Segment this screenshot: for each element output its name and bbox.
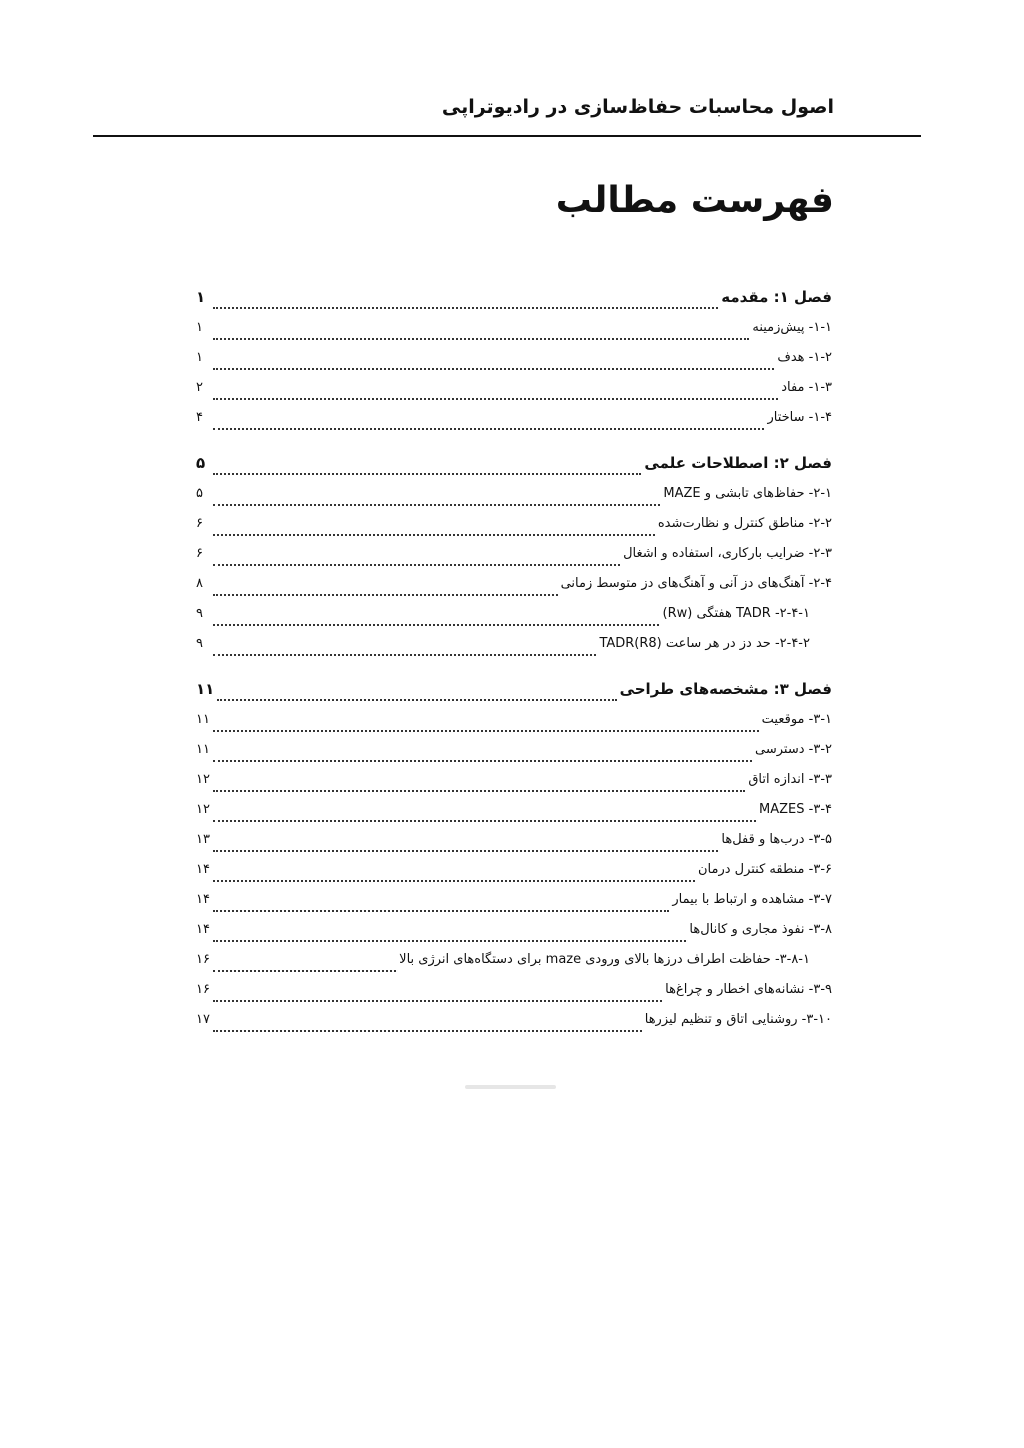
- toc-title: فهرست مطالب: [555, 180, 834, 221]
- toc-page-number: ۶: [196, 516, 203, 531]
- leader-dots: [213, 504, 660, 506]
- toc-entry[interactable]: [196, 486, 832, 516]
- toc-page-number: ۱۴: [196, 892, 210, 907]
- toc-entry-title: ۲-۴- آهنگ‌های دز آنی و آهنگ‌های دز متوسط زمانی: [560, 576, 832, 591]
- leader-dots: [213, 1030, 642, 1032]
- toc-page-number: ۱: [196, 350, 203, 365]
- leader-dots: [213, 564, 620, 566]
- toc-entry[interactable]: [196, 576, 832, 606]
- toc-entry[interactable]: [196, 350, 832, 380]
- toc-page-number: ۲: [196, 380, 203, 395]
- toc-entry-title: ۳-۱۰- روشنایی اتاق و تنظیم لیزرها: [644, 1012, 832, 1027]
- toc-entry-title: ۱-۴- ساختار: [767, 410, 832, 425]
- toc-entry-title: ۲-۴-۲- حد دز در هر ساعت TADR(R8): [599, 636, 810, 651]
- toc-entry-title: فصل ۳: مشخصه‌های طراحی: [619, 680, 832, 698]
- toc-entry-title: ۳-۲- دسترسی: [755, 742, 832, 757]
- toc-chapter-1[interactable]: [196, 288, 832, 320]
- leader-dots: [213, 473, 641, 475]
- leader-dots: [213, 940, 686, 942]
- toc-entry[interactable]: [196, 516, 832, 546]
- toc-page-number: ۱۲: [196, 802, 210, 817]
- toc-entry-title: ۲-۴-۱- TADR هفتگی (Rw): [662, 606, 810, 621]
- toc-entry[interactable]: [196, 380, 832, 410]
- leader-dots: [213, 594, 558, 596]
- toc-entry[interactable]: [196, 982, 832, 1012]
- toc-page-number: ۹: [196, 606, 203, 621]
- leader-dots: [213, 970, 396, 972]
- toc-entry[interactable]: [196, 862, 832, 892]
- toc-page-number: ۱۶: [196, 952, 210, 967]
- leader-dots: [213, 820, 756, 822]
- leader-dots: [213, 398, 778, 400]
- toc-entry-title: ۲-۳- ضرایب بارکاری، استفاده و اشغال: [623, 546, 832, 561]
- toc-page-number: ۵: [196, 454, 206, 472]
- toc-entry[interactable]: [196, 772, 832, 802]
- toc-entry-title: ۳-۶- منطقه کنترل درمان: [697, 862, 832, 877]
- toc-subentry[interactable]: [196, 606, 832, 636]
- leader-dots: [213, 307, 718, 309]
- toc-entry-title: ۱-۱- پیش‌زمینه: [752, 320, 832, 335]
- toc-entry-title: ۳-۸- نفوذ مجاری و کانال‌ها: [689, 922, 832, 937]
- leader-dots: [213, 790, 745, 792]
- toc-entry[interactable]: [196, 1012, 832, 1042]
- toc-entry-title: فصل ۲: اصطلاحات علمی: [644, 454, 832, 472]
- table-of-contents: [196, 288, 832, 1042]
- toc-entry[interactable]: [196, 320, 832, 350]
- toc-entry-title: ۱-۲- هدف: [777, 350, 832, 365]
- toc-subentry[interactable]: [196, 636, 832, 666]
- toc-page-number: ۱۴: [196, 922, 210, 937]
- leader-dots: [213, 730, 759, 732]
- leader-dots: [217, 699, 616, 701]
- toc-page-number: ۶: [196, 546, 203, 561]
- toc-page-number: ۱۴: [196, 862, 210, 877]
- scrollbar-thumb[interactable]: [465, 1085, 556, 1089]
- toc-entry[interactable]: [196, 892, 832, 922]
- toc-entry-title: ۳-۵- درب‌ها و قفل‌ها: [721, 832, 832, 847]
- toc-page-number: ۵: [196, 486, 203, 501]
- toc-entry[interactable]: [196, 742, 832, 772]
- toc-entry-title: ۱-۳- مفاد: [781, 380, 832, 395]
- toc-subentry[interactable]: [196, 952, 832, 982]
- toc-entry-title: ۳-۳- اندازه اتاق: [748, 772, 832, 787]
- header-rule: [93, 135, 921, 137]
- toc-entry-title: ۲-۲- مناطق کنترل و نظارت‌شده: [657, 516, 832, 531]
- toc-page-number: ۱۱: [196, 680, 215, 698]
- toc-entry[interactable]: [196, 712, 832, 742]
- toc-entry-title: ۳-۱- موقعیت: [761, 712, 832, 727]
- toc-chapter-3[interactable]: [196, 680, 832, 712]
- toc-page-number: ۹: [196, 636, 203, 651]
- toc-page-number: ۱: [196, 320, 203, 335]
- toc-page-number: ۱۶: [196, 982, 210, 997]
- toc-entry-title: ۲-۱- حفاظ‌های تابشی و MAZE: [663, 486, 832, 501]
- running-head: اصول محاسبات حفاظ‌سازی در رادیوتراپی: [441, 96, 834, 118]
- leader-dots: [213, 1000, 662, 1002]
- leader-dots: [213, 624, 659, 626]
- toc-entry[interactable]: [196, 922, 832, 952]
- toc-page-number: ۱۱: [196, 712, 210, 727]
- leader-dots: [213, 910, 669, 912]
- toc-chapter-2[interactable]: [196, 454, 832, 486]
- section-gap: [196, 666, 832, 680]
- leader-dots: [213, 338, 749, 340]
- leader-dots: [213, 428, 764, 430]
- toc-page-number: ۱۲: [196, 772, 210, 787]
- toc-entry-title: ۳-۴- MAZES: [759, 802, 832, 817]
- leader-dots: [213, 534, 655, 536]
- toc-page-number: ۱۳: [196, 832, 210, 847]
- leader-dots: [213, 760, 752, 762]
- section-gap: [196, 440, 832, 454]
- toc-entry-title: فصل ۱: مقدمه: [721, 288, 832, 306]
- leader-dots: [213, 880, 695, 882]
- toc-page-number: ۴: [196, 410, 203, 425]
- toc-entry[interactable]: [196, 802, 832, 832]
- toc-page-number: ۸: [196, 576, 203, 591]
- toc-entry[interactable]: [196, 832, 832, 862]
- toc-page-number: ۱: [196, 288, 206, 306]
- toc-page-number: ۱۱: [196, 742, 210, 757]
- toc-entry[interactable]: [196, 546, 832, 576]
- toc-page-number: ۱۷: [196, 1012, 210, 1027]
- toc-entry[interactable]: [196, 410, 832, 440]
- toc-entry-title: ۳-۷- مشاهده و ارتباط با بیمار: [672, 892, 832, 907]
- leader-dots: [213, 654, 596, 656]
- leader-dots: [213, 368, 774, 370]
- toc-entry-title: ۳-۹- نشانه‌های اخطار و چراغ‌ها: [665, 982, 832, 997]
- toc-entry-title: ۳-۸-۱- حفاظت اطراف درزها بالای ورودی maze برای دستگاه‌های انرژی بالا: [399, 952, 810, 967]
- leader-dots: [213, 850, 718, 852]
